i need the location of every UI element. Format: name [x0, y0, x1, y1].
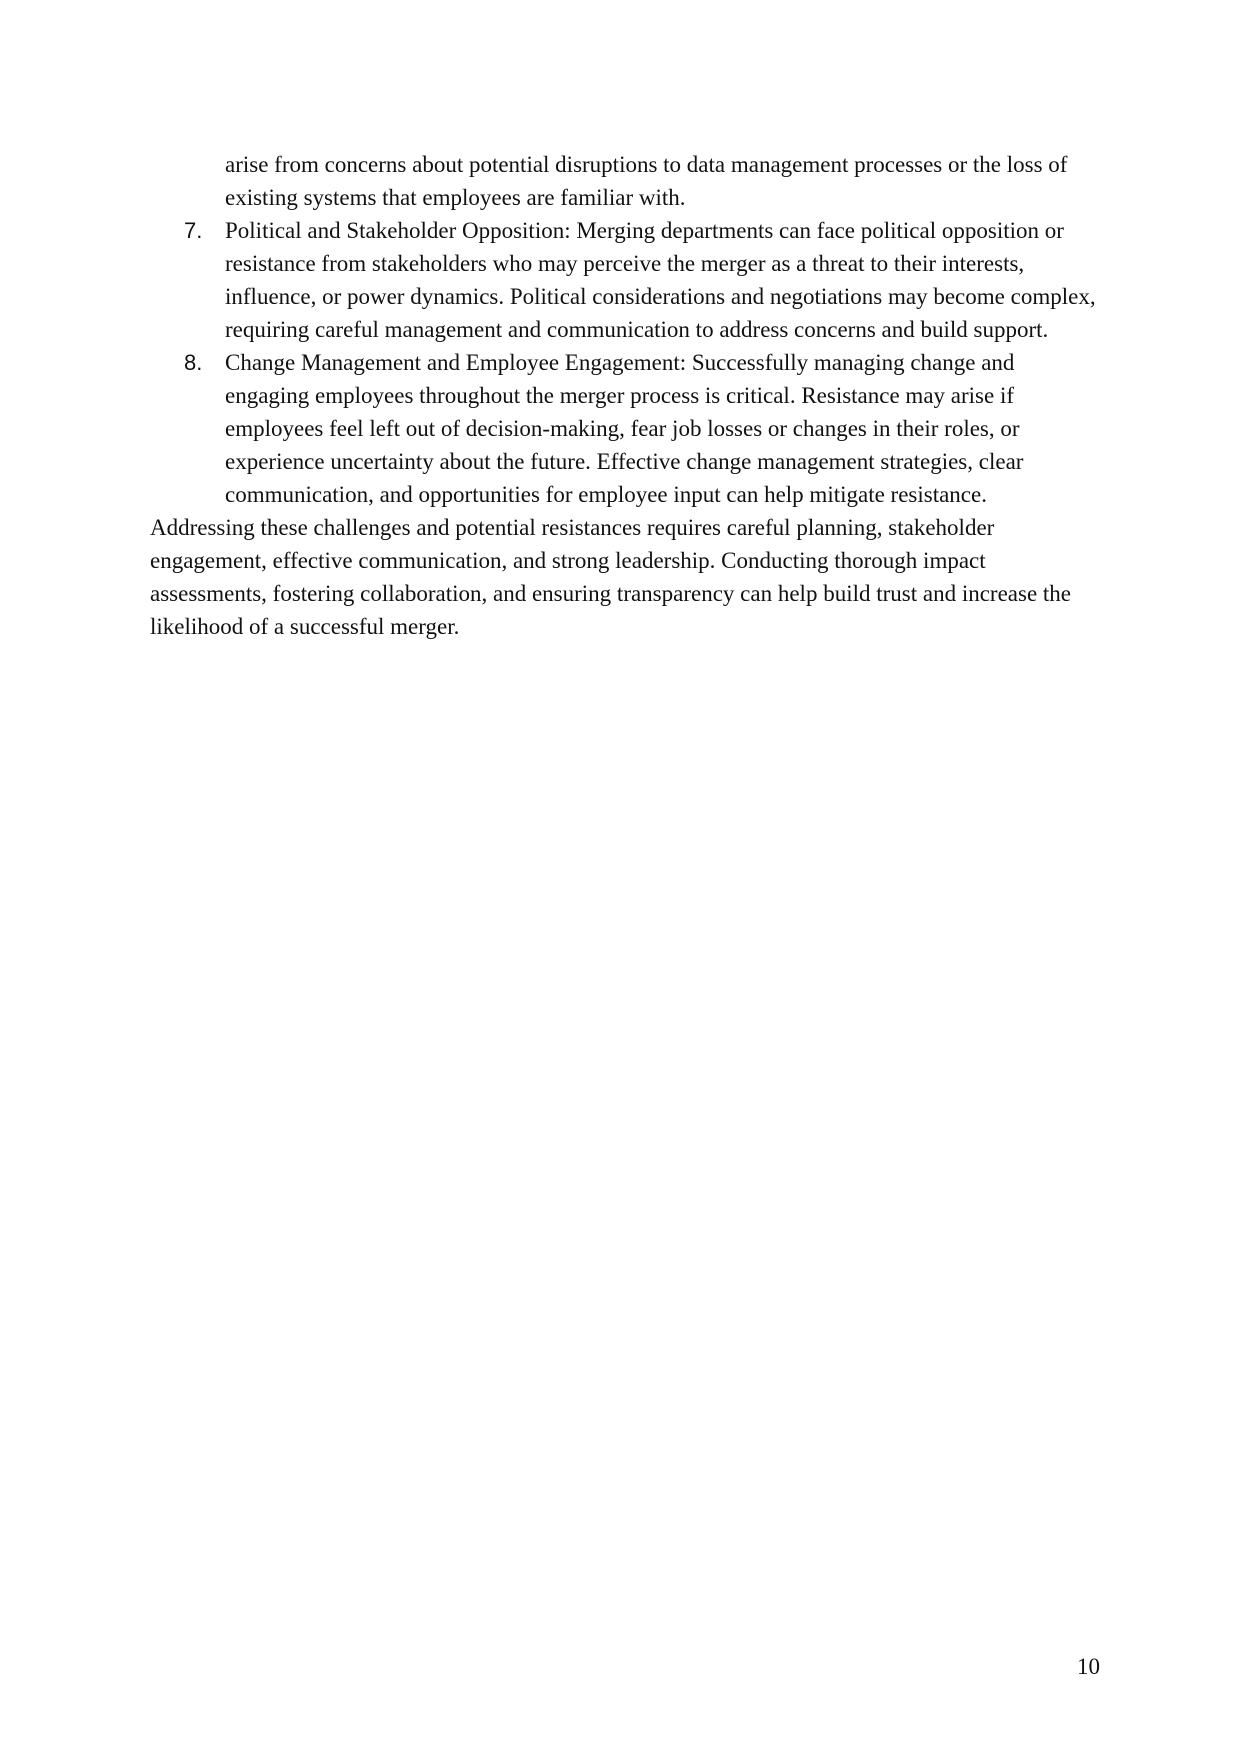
- list-item-number: 7.: [184, 218, 203, 243]
- list-item-text: Political and Stakeholder Opposition: Merging departments can face political opposition or resistance from stakeholders who may perceive the merger as a threat to their interests, influence, or power dynamics. Political considerations and negotiations may become complex, requiring careful management and communication to address concerns and build support.: [225, 218, 1096, 342]
- list-item-number: 8.: [184, 350, 203, 375]
- document-body: [150, 148, 1100, 643]
- closing-paragraph: Addressing these challenges and potential resistances requires careful planning, stakeholder engagement, effective communication, and strong leadership. Conducting thorough impact assessments, fostering collaboration, and ensuring transparency can help build trust and increase the likelihood of a successful merger.: [150, 515, 1071, 639]
- list-item-continuation: arise from concerns about potential disruptions to data management processes or the loss of existing systems that employees are familiar with.: [225, 152, 1068, 210]
- list-item: [150, 214, 1100, 346]
- list-item-text: Change Management and Employee Engagement: Successfully managing change and engaging employees throughout the merger process is critical. Resistance may arise if employees feel left out of decision-making, fear job losses or changes in their roles, or experience uncertainty about the future. Effective change management strategies, clear communication, and opportunities for employee input can help mitigate resistance.: [225, 350, 1024, 507]
- page-number: 10: [1077, 1654, 1100, 1679]
- list-item: [150, 346, 1100, 511]
